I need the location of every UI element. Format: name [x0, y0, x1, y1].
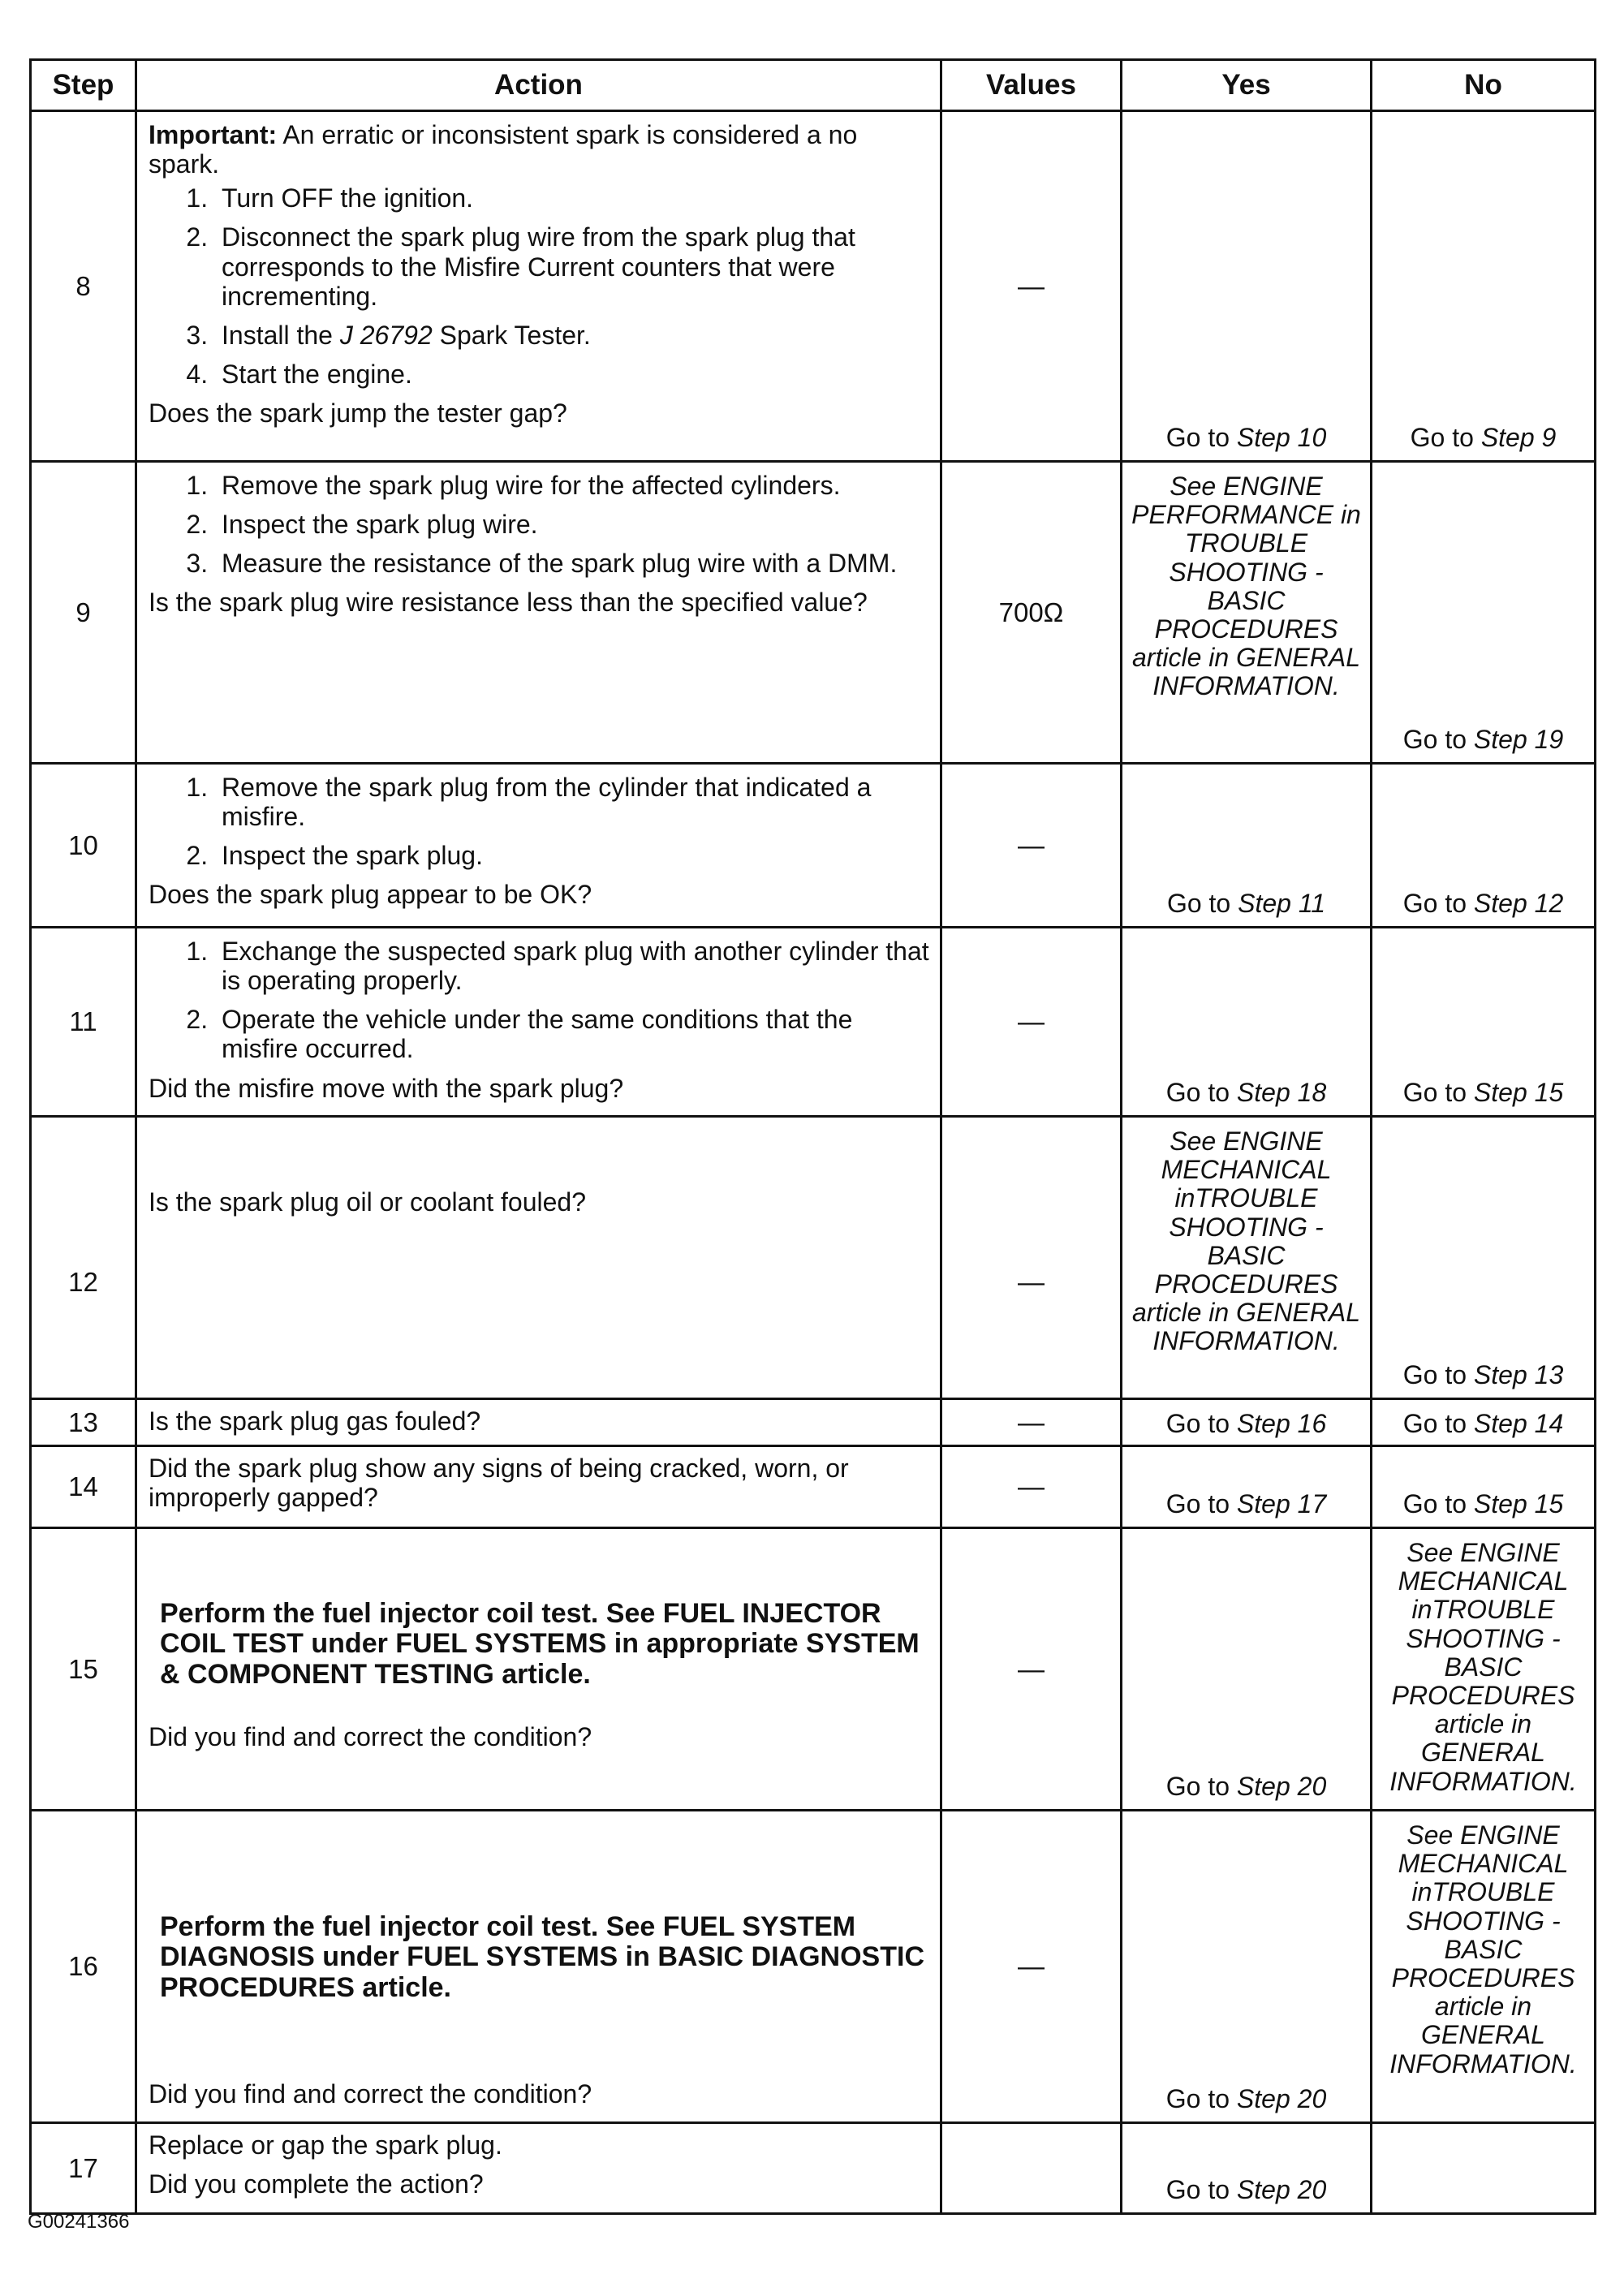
value-cell: — — [941, 1811, 1122, 2123]
action-item: 1. Remove the spark plug wire for the affected cylinders. — [215, 471, 932, 500]
goto-yes — [1122, 1772, 1370, 1801]
header-row — [31, 60, 1596, 111]
goto-step-number: 20 — [1297, 2083, 1327, 2113]
question: Did you find and correct the condition? — [149, 1722, 592, 1752]
goto-prefix: Go to — [1165, 1077, 1237, 1107]
goto-step-number: 11 — [1298, 888, 1326, 918]
diagnostic-table — [29, 58, 1596, 2215]
no-cell — [1372, 1811, 1596, 2123]
instruction-text: Perform the fuel injector coil test. See FUEL INJECTOR COIL TEST under FUEL SYSTEMS in appropriate SYSTEM & COMPONENT TESTING article. — [160, 1598, 920, 1690]
question: Does the spark plug appear to be OK? — [149, 880, 592, 910]
goto-step-number: 12 — [1534, 888, 1564, 918]
yes-cell — [1122, 1528, 1372, 1811]
important-label: Important: — [149, 120, 278, 149]
header-no: No — [1372, 60, 1596, 111]
question: Did you find and correct the condition? — [149, 2079, 592, 2109]
question: Is the spark plug wire resistance less than the specified value? — [149, 588, 868, 618]
value-cell: — — [941, 111, 1122, 462]
table-row-step-9 — [31, 462, 1596, 764]
question: Did you complete the action? — [149, 2169, 484, 2199]
action-item — [215, 321, 932, 350]
table-row-step-14 — [31, 1446, 1596, 1528]
step-number: 13 — [31, 1399, 136, 1446]
step-number: 12 — [31, 1117, 136, 1399]
yes-cell — [1122, 1399, 1372, 1446]
no-cell — [1372, 462, 1596, 764]
action-item-text: Spark Tester. — [432, 320, 591, 350]
question: Is the spark plug oil or coolant fouled? — [149, 1187, 586, 1217]
goto-step-word: Step — [1238, 888, 1291, 918]
goto-prefix: Go to — [1165, 1408, 1237, 1438]
action-cell — [136, 1117, 941, 1399]
header-yes: Yes — [1122, 60, 1372, 111]
goto-step-number: 20 — [1297, 2174, 1327, 2204]
goto-step-number: 14 — [1534, 1408, 1564, 1438]
goto-prefix: Go to — [1165, 2174, 1237, 2204]
tool-number: J 26792 — [339, 320, 433, 350]
goto-prefix: Go to — [1402, 1488, 1474, 1518]
no-cell — [1372, 1446, 1596, 1528]
yes-cell — [1122, 1117, 1372, 1399]
value-cell: — — [941, 1446, 1122, 1528]
step-number: 11 — [31, 928, 136, 1117]
question: Did the misfire move with the spark plug? — [149, 1073, 624, 1103]
header-action: Action — [136, 60, 941, 111]
goto-prefix: Go to — [1402, 724, 1474, 754]
question: Did the spark plug show any signs of being cracked, worn, or improperly gapped? — [149, 1454, 849, 1513]
action-item: 3. Measure the resistance of the spark plug wire with a DMM. — [215, 549, 932, 578]
step-number: 9 — [31, 462, 136, 764]
value-cell: — — [941, 764, 1122, 928]
step-number: 16 — [31, 1811, 136, 2123]
action-item: 1. Turn OFF the ignition. — [215, 183, 932, 213]
action-cell — [136, 1528, 941, 1811]
action-cell — [136, 1399, 941, 1446]
action-cell — [136, 764, 941, 928]
goto-step-word: Step — [1236, 1408, 1290, 1438]
action-item: 2. Disconnect the spark plug wire from the spark plug that corresponds to the Misfire Current counters that were incrementing. — [215, 222, 932, 310]
table-row-step-16 — [31, 1811, 1596, 2123]
goto-yes — [1122, 2084, 1370, 2113]
action-cell — [136, 1446, 941, 1528]
no-cell — [1372, 1117, 1596, 1399]
no-cell — [1372, 1528, 1596, 1811]
table-row-step-17 — [31, 2123, 1596, 2214]
goto-prefix: Go to — [1165, 1771, 1237, 1801]
goto-step-number: 13 — [1534, 1359, 1564, 1389]
important-text: An erratic or inconsistent spark is considered a no spark. — [149, 120, 858, 179]
value-cell: — — [941, 1528, 1122, 1811]
action-item: 2. Operate the vehicle under the same conditions that the misfire occurred. — [215, 1005, 932, 1063]
goto-no — [1372, 423, 1594, 452]
goto-step-word: Step — [1236, 1488, 1290, 1518]
goto-step-number: 19 — [1534, 724, 1564, 754]
action-item: 1. Remove the spark plug from the cylinder that indicated a misfire. — [215, 773, 932, 831]
no-cell — [1372, 1399, 1596, 1446]
goto-prefix: Go to — [1165, 422, 1237, 452]
goto-step-number: 15 — [1534, 1488, 1564, 1518]
reference-note: See ENGINE PERFORMANCE in TROUBLE SHOOTING - BASIC PROCEDURES article in GENERAL INFORMATION. — [1131, 472, 1361, 701]
yes-cell — [1122, 111, 1372, 462]
yes-cell — [1122, 928, 1372, 1117]
header-values: Values — [941, 60, 1122, 111]
goto-prefix: Go to — [1402, 888, 1474, 918]
yes-cell — [1122, 764, 1372, 928]
step-number: 17 — [31, 2123, 136, 2214]
goto-prefix: Go to — [1410, 422, 1481, 452]
figure-code: G00241366 — [28, 2211, 130, 2233]
goto-no — [1372, 725, 1594, 754]
value-cell: — — [941, 928, 1122, 1117]
reference-note: See ENGINE MECHANICAL inTROUBLE SHOOTING - BASIC PROCEDURES article in GENERAL INFORMATION. — [1389, 1538, 1577, 1796]
goto-no — [1372, 1489, 1594, 1518]
value-cell: — — [941, 1399, 1122, 1446]
no-cell — [1372, 2123, 1596, 2214]
no-cell — [1372, 111, 1596, 462]
goto-step-number: 10 — [1297, 422, 1327, 452]
value-cell: 700Ω — [941, 462, 1122, 764]
step-number: 10 — [31, 764, 136, 928]
goto-yes — [1122, 2175, 1370, 2204]
goto-prefix: Go to — [1402, 1077, 1474, 1107]
goto-step-word: Step — [1473, 724, 1527, 754]
no-cell — [1372, 764, 1596, 928]
goto-step-word: Step — [1236, 1077, 1290, 1107]
goto-step-word: Step — [1236, 422, 1290, 452]
step-number: 8 — [31, 111, 136, 462]
action-item: 2. Inspect the spark plug wire. — [215, 510, 932, 539]
goto-no — [1372, 1409, 1594, 1438]
goto-step-number: 15 — [1534, 1077, 1564, 1107]
header-step: Step — [31, 60, 136, 111]
action-cell — [136, 1811, 941, 2123]
goto-prefix: Go to — [1165, 1488, 1237, 1518]
goto-step-number: 17 — [1297, 1488, 1327, 1518]
instruction-text: Perform the fuel injector coil test. See FUEL SYSTEM DIAGNOSIS under FUEL SYSTEMS in BASIC DIAGNOSTIC PROCEDURES article. — [160, 1911, 925, 2003]
table-row-step-10 — [31, 764, 1596, 928]
goto-no — [1372, 1078, 1594, 1107]
question: Is the spark plug gas fouled? — [149, 1406, 481, 1436]
goto-prefix: Go to — [1166, 888, 1238, 918]
goto-yes — [1122, 423, 1370, 452]
goto-step-word: Step — [1480, 422, 1535, 452]
goto-step-number: 9 — [1541, 422, 1557, 452]
action-cell — [136, 111, 941, 462]
step-number: 14 — [31, 1446, 136, 1528]
goto-step-number: 16 — [1297, 1408, 1327, 1438]
goto-step-number: 18 — [1297, 1077, 1327, 1107]
action-cell — [136, 462, 941, 764]
goto-no — [1372, 889, 1594, 918]
goto-step-word: Step — [1473, 1488, 1527, 1518]
goto-step-word: Step — [1236, 2083, 1290, 2113]
goto-step-word: Step — [1473, 1359, 1527, 1389]
goto-yes — [1122, 1078, 1370, 1107]
action-cell — [136, 2123, 941, 2214]
value-cell — [941, 2123, 1122, 2214]
table-row-step-12 — [31, 1117, 1596, 1399]
goto-yes — [1122, 1489, 1370, 1518]
yes-cell — [1122, 1446, 1372, 1528]
action-item-text: Install the — [222, 320, 340, 350]
yes-cell — [1122, 2123, 1372, 2214]
important-note — [149, 120, 932, 179]
table-row-step-13 — [31, 1399, 1596, 1446]
goto-step-word: Step — [1473, 888, 1527, 918]
goto-prefix: Go to — [1402, 1408, 1474, 1438]
action-item: 2. Inspect the spark plug. — [215, 841, 932, 870]
goto-step-word: Step — [1236, 1771, 1290, 1801]
goto-prefix: Go to — [1402, 1359, 1474, 1389]
action-item: 1. Exchange the suspected spark plug with another cylinder that is operating properly. — [215, 937, 932, 995]
goto-step-number: 20 — [1297, 1771, 1327, 1801]
action-item: 4. Start the engine. — [215, 360, 932, 389]
table-row-step-8 — [31, 111, 1596, 462]
goto-no — [1372, 1360, 1594, 1389]
value-cell: — — [941, 1117, 1122, 1399]
goto-step-word: Step — [1473, 1077, 1527, 1107]
action-line: Replace or gap the spark plug. — [149, 2130, 502, 2160]
goto-step-word: Step — [1473, 1408, 1527, 1438]
yes-cell — [1122, 1811, 1372, 2123]
question: Does the spark jump the tester gap? — [149, 398, 567, 429]
goto-step-word: Step — [1236, 2174, 1290, 2204]
table-row-step-15 — [31, 1528, 1596, 1811]
goto-yes — [1122, 889, 1370, 918]
table-row-step-11 — [31, 928, 1596, 1117]
reference-note: See ENGINE MECHANICAL inTROUBLE SHOOTING - BASIC PROCEDURES article in GENERAL INFORMATION. — [1389, 1820, 1577, 2078]
yes-cell — [1122, 462, 1372, 764]
goto-yes — [1122, 1409, 1370, 1438]
goto-prefix: Go to — [1165, 2083, 1237, 2113]
step-number: 15 — [31, 1528, 136, 1811]
no-cell — [1372, 928, 1596, 1117]
action-cell — [136, 928, 941, 1117]
reference-note: See ENGINE MECHANICAL inTROUBLE SHOOTING - BASIC PROCEDURES article in GENERAL INFORMATION. — [1132, 1126, 1360, 1356]
